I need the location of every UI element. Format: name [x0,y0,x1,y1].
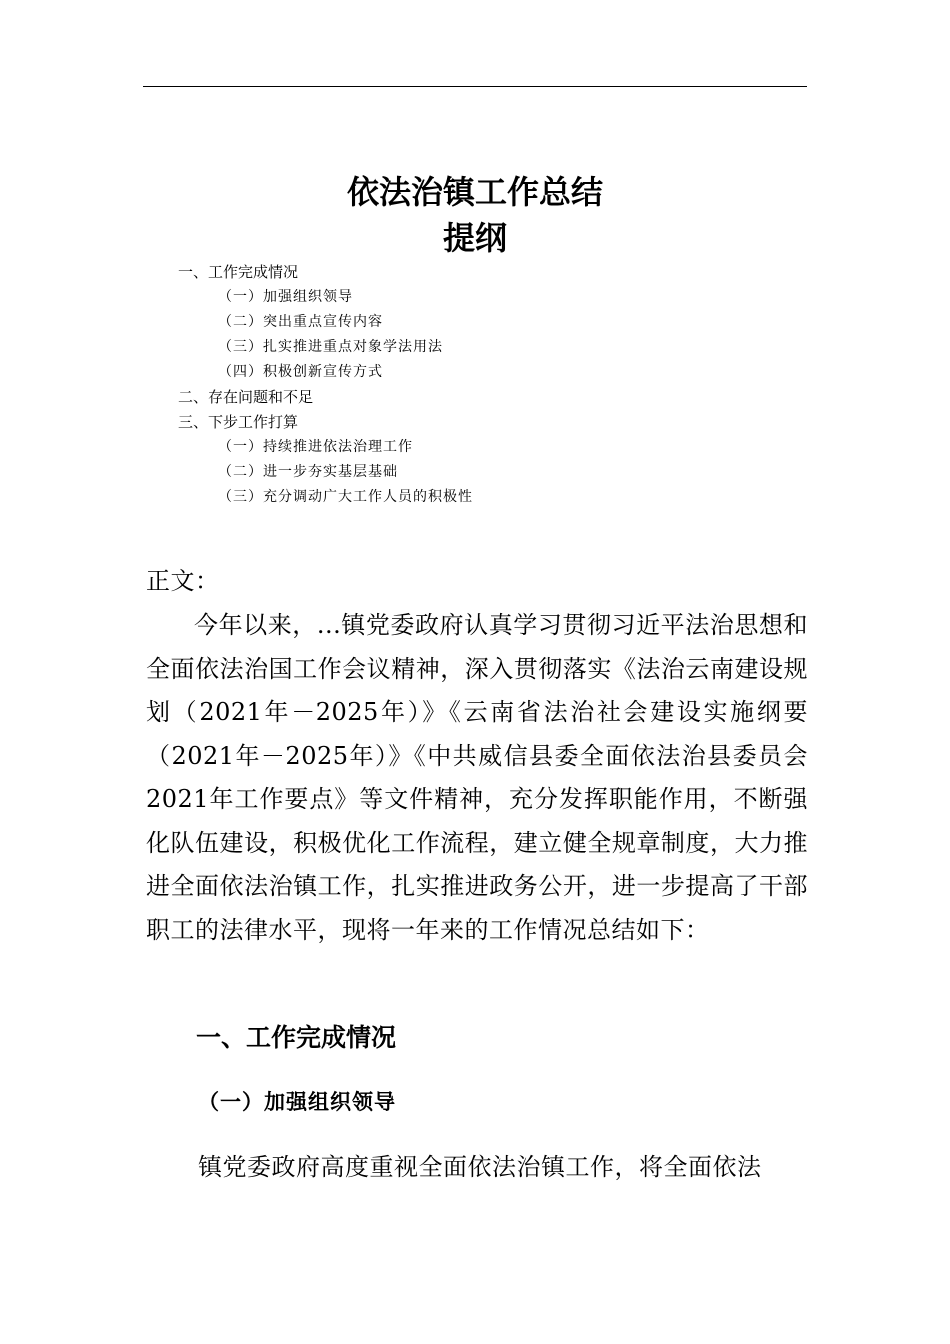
outline-item: （三）充分调动广大工作人员的积极性 [218,489,473,505]
outline-item: 二、存在问题和不足 [178,388,314,406]
subsection-heading: （一）加强组织领导 [198,1089,396,1114]
document-title: 依法治镇工作总结 [346,173,603,211]
outline-item: （四）积极创新宣传方式 [218,364,383,380]
outline-item: （一）持续推进依法治理工作 [218,439,413,455]
outline-item: （二）进一步夯实基层基础 [218,464,398,480]
body-paragraph: 镇党委政府高度重视全面依法治镇工作，将全面依法 [198,1153,762,1181]
document-subtitle: 提纲 [442,219,507,257]
section-heading: 一、工作完成情况 [196,1023,397,1052]
header-rule [143,86,807,87]
outline-item: （三）扎实推进重点对象学法用法 [218,339,443,355]
outline-item: （二）突出重点宣传内容 [218,314,383,330]
body-paragraph: 今年以来，...镇党委政府认真学习贯彻习近平法治思想和全面依法治国工作会议精神，深入贯彻落实《法治云南建设规划（2021年－2025年）》《云南省法治社会建设实施纲要（2021年－2025年）》《中共威信县委全面依法治县委员会2021年工作要点》等文件精神，充分发挥职能作用，不断强化队伍建设，积极优化工作流程，建立健全规章制度，大力推进全面依法治镇工作，扎实推进政务公开，进一步提高了干部职工的法律水平，现将一年来的工作情况总结如下： [146,611,808,944]
body-label: 正文： [146,567,220,595]
outline-item: 一、工作完成情况 [178,263,299,281]
outline-item: 三、下步工作打算 [178,413,299,431]
outline-item: （一）加强组织领导 [218,289,353,305]
